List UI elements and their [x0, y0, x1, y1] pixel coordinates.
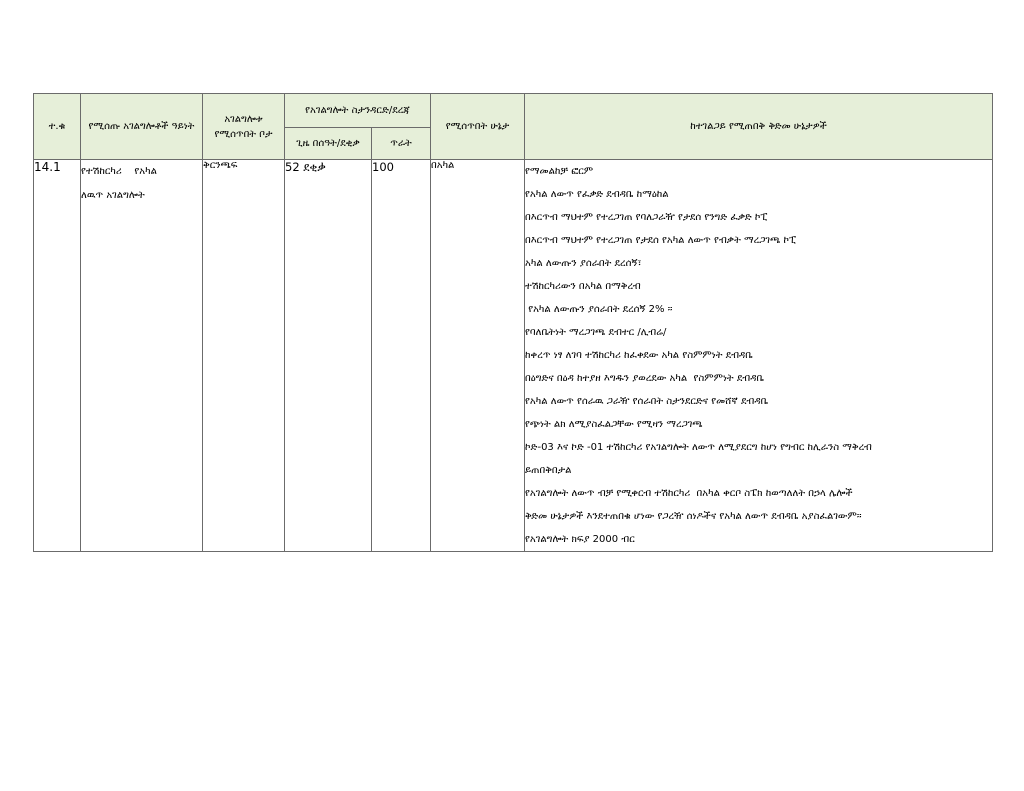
row-service-type [81, 160, 203, 552]
row-delivery-status: በአካል [431, 160, 525, 552]
precondition-item: የማመልከቻ ፎርም [525, 166, 594, 177]
precondition-item: ኮድ-03 እና ኮድ -01 ተሽከርካሪ የአገልግሎት ለውጥ ለሚያደርግ ከሆነ የግብር ከሊራንስ ማቅረብ [525, 442, 872, 453]
header-service-location: አገልግሎቱ የሚሰጥበት ቦታ [203, 94, 285, 160]
service-type-line: ለዉጥ አገልግሎት [81, 190, 145, 201]
header-row [34, 94, 993, 128]
precondition-item: የአገልግሎት ክፍያ 2000 ብር [525, 534, 635, 545]
service-standards-table [33, 93, 993, 552]
precondition-item: የጭነት ልክ ለሚያስፈልጋቸው የሚዛን ማረጋገጫ [525, 419, 703, 430]
precondition-item: ይጠበቅበታል [525, 465, 572, 476]
precondition-item: ቅድመ ሁኔታዎች እንደተጠበቁ ሆነው የጋረዥ ሰነዶችና የአካል ለውጥ ደብዳቤ አያስፈልገውም። [525, 511, 862, 522]
precondition-item: የአካል ለውጥ የፈቃድ ደብዳቤ ከማዕከል [525, 189, 669, 200]
precondition-item: ከቀረጥ ነፃ ለገባ ተሽከርካሪ ከፈቀደው አካል የስምምነት ደብዳቤ [525, 350, 753, 361]
precondition-item: አካል ለውጡን ያሰራበት ደረሰኝ፣ [525, 258, 642, 269]
header-standard-group: የአገልግሎት ስታንዳርድ/ደረጃ [285, 94, 431, 128]
header-no: ተ.ቁ [34, 94, 81, 160]
preconditions-list [525, 160, 992, 551]
header-quality: ጥራት [372, 128, 431, 160]
precondition-item: በእርጥብ ማህተም የተረጋገጠ የባለጋራዥ የታደሰ የንግድ ፈቃድ ኮፒ [525, 212, 768, 223]
table-row [34, 160, 993, 552]
precondition-item: የአካል ለውጥ የሰራዉ ጋራዥ የሰራበት ስታንደርድና የመሸኛ ደብዳቤ [525, 396, 769, 407]
precondition-item: የባለቤትነት ማረጋገጫ ደብተር /ሊብሬ/ [525, 327, 667, 338]
precondition-item: ተሽከርካሪውን በአካል በማቅረብ [525, 281, 641, 292]
precondition-item: በዕግድና በዕዳ ከተያዘ እግዱን ያወረደው አካል የስምምነት ደብዳቤ [525, 373, 765, 384]
row-number: 14.1 [34, 160, 81, 552]
precondition-item: የአገልግሎት ለውጥ ብቻ የሚቀርብ ተሽከርካሪ በአካል ቀርቦ ስፔክ ከወጣለለት በኃላ ሌሎች [525, 488, 853, 499]
precondition-item: የአካል ለውጡን ያሰራበት ደረሰኝ 2% ። [525, 304, 673, 315]
row-preconditions [525, 160, 993, 552]
header-preconditions: ከተገልጋይ የሚጠበቅ ቅድመ ሁኔታዎች [525, 94, 993, 160]
row-time: 52 ደቂቃ [285, 160, 372, 552]
header-delivery-status: የሚሰጥበት ሁኔታ [431, 94, 525, 160]
service-type-line: የተሽከርካሪ የአካል [81, 166, 157, 177]
header-time: ጊዜ በሰዓት/ደቂቃ [285, 128, 372, 160]
row-quality: 100 [372, 160, 431, 552]
precondition-item: በእርጥብ ማህተም የተረጋገጠ የታደሰ የአካል ለውጥ የብቃት ማረጋገጫ ኮፒ [525, 235, 797, 246]
header-service-type: የሚሰጡ አገልግሎቶች ዓይነት [81, 94, 203, 160]
row-location: ቅርንጫፍ [203, 160, 285, 552]
